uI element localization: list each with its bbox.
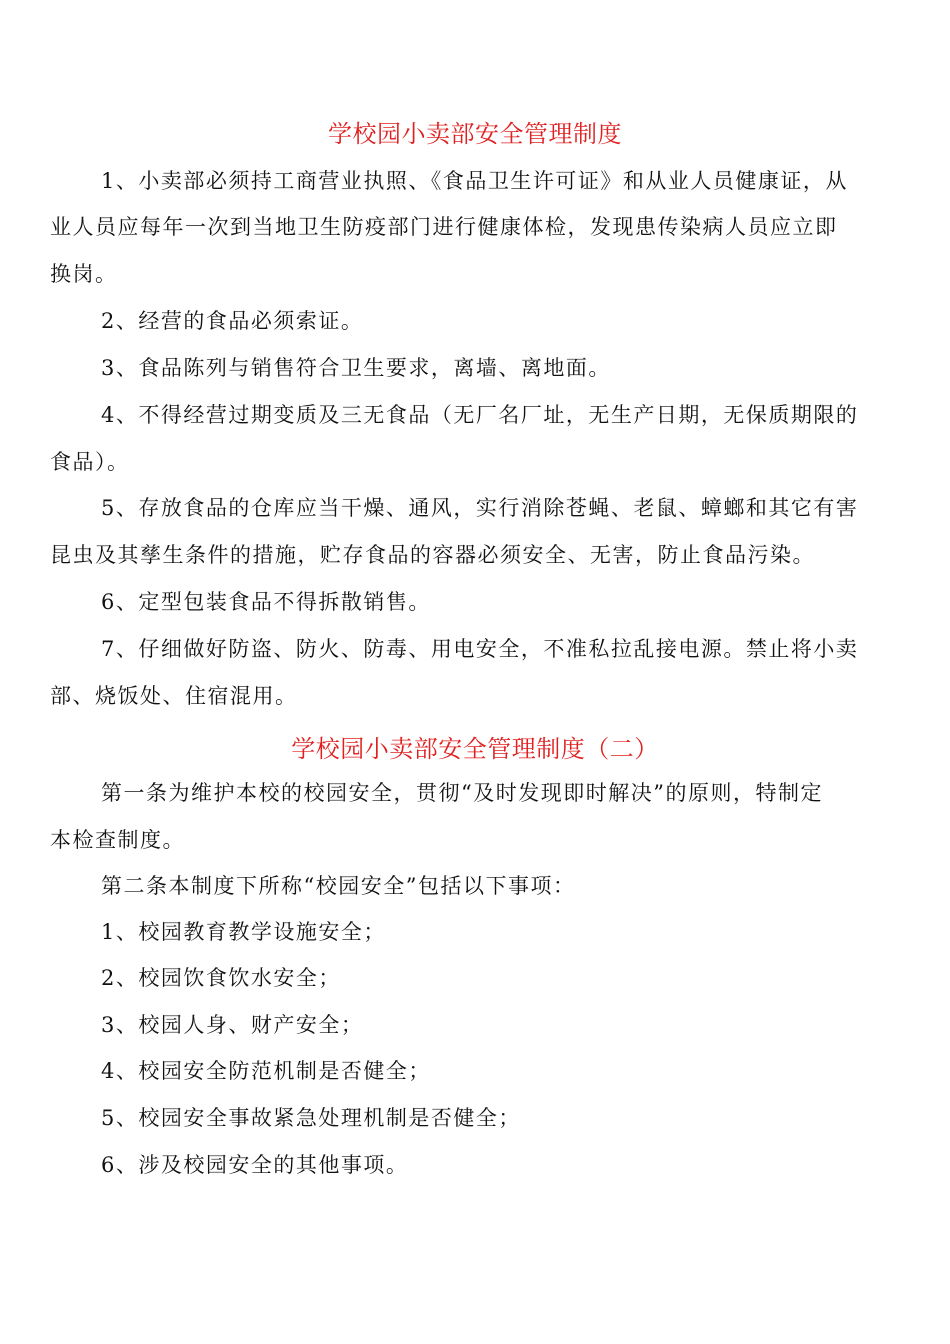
section2-line: 1、校园教育教学设施安全； — [101, 920, 386, 944]
section1-line: 换岗。 — [50, 262, 118, 286]
section1-line: 5、存放食品的仓库应当干燥、通风，实行消除苍蝇、老鼠、蟑螂和其它有害 — [101, 496, 859, 520]
section2-line: 本检查制度。 — [50, 828, 185, 852]
section2-line: 5、校园安全事故紧急处理机制是否健全； — [101, 1106, 521, 1130]
section1-line: 3、食品陈列与销售符合卫生要求，离墙、离地面。 — [101, 356, 611, 380]
section1-line: 7、仔细做好防盗、防火、防毒、用电安全，不准私拉乱接电源。禁止将小卖 — [101, 637, 859, 661]
section1-line: 6、定型包装食品不得拆散销售。 — [101, 590, 431, 614]
section2-line: 6、涉及校园安全的其他事项。 — [101, 1153, 409, 1177]
section2-line: 3、校园人身、财产安全； — [101, 1013, 364, 1037]
section1-line: 昆虫及其孳生条件的措施，贮存食品的容器必须安全、无害，防止食品污染。 — [50, 543, 815, 567]
section1-line: 1、小卖部必须持工商营业执照、《食品卫生许可证》和从业人员健康证，从 — [101, 169, 848, 193]
section2-line: 第二条本制度下所称“校园安全”包括以下事项： — [101, 874, 576, 898]
section1-line: 4、不得经营过期变质及三无食品（无厂名厂址，无生产日期，无保质期限的 — [101, 403, 859, 427]
section2-line: 4、校园安全防范机制是否健全； — [101, 1059, 431, 1083]
section1-line: 部、烧饭处、住宿混用。 — [50, 684, 298, 708]
section2-title: 学校园小卖部安全管理制度（二） — [291, 735, 659, 763]
section1-title: 学校园小卖部安全管理制度 — [328, 120, 622, 148]
section1-line: 业人员应每年一次到当地卫生防疫部门进行健康体检，发现患传染病人员应立即 — [50, 215, 838, 239]
section1-line: 2、经营的食品必须索证。 — [101, 309, 364, 333]
section2-line: 第一条为维护本校的校园安全，贯彻“及时发现即时解决”的原则，特制定 — [101, 781, 823, 805]
section1-line: 食品）。 — [50, 450, 130, 474]
section2-line: 2、校园饮食饮水安全； — [101, 966, 341, 990]
